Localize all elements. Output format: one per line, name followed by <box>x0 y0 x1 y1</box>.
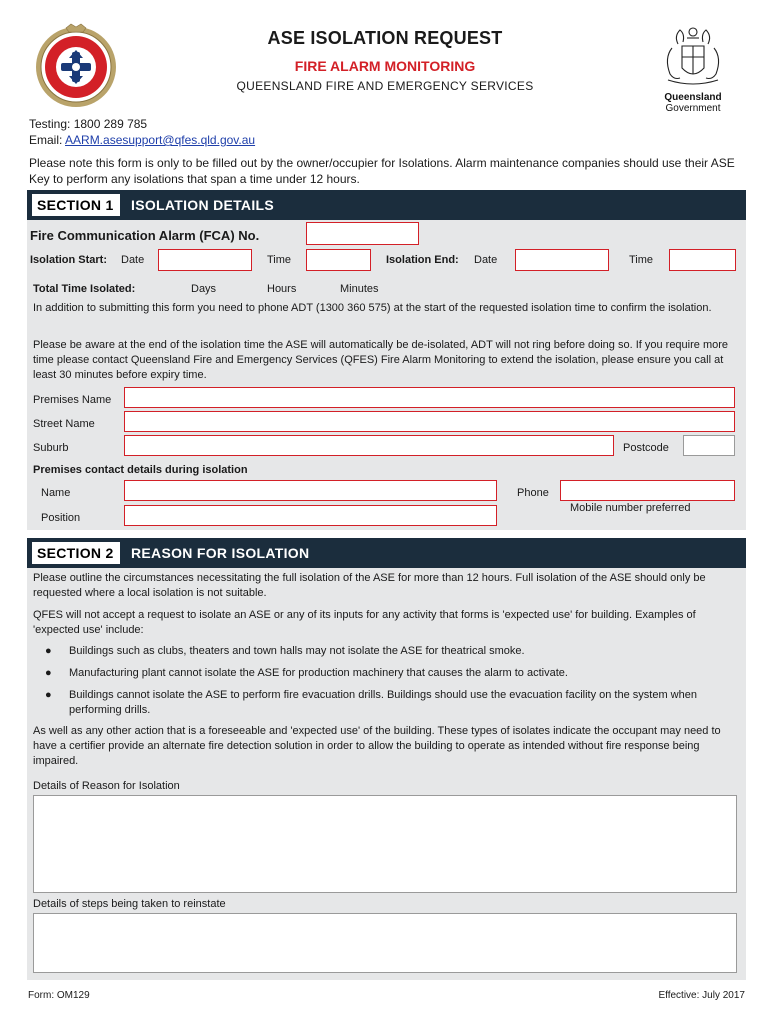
expected-use-bullet-1 <box>45 644 725 659</box>
end-time-label: Time <box>629 254 654 266</box>
testing-phone: 1800 289 785 <box>73 117 148 131</box>
effective-date: Effective: July 2017 <box>658 990 745 1001</box>
start-date-input[interactable] <box>158 249 252 271</box>
bullet-dot: ● <box>45 645 52 657</box>
section-2-panel <box>27 538 746 980</box>
bullet-text: Manufacturing plant cannot isolate the ASE for production machinery that causes the alarm to activate. <box>69 667 568 679</box>
expected-use-bullet-2 <box>45 666 725 681</box>
bullet-dot: ● <box>45 689 52 701</box>
hours-label: Hours <box>267 283 297 295</box>
qfes-emblem-logo <box>33 22 119 108</box>
start-time-label: Time <box>267 254 292 266</box>
start-date-label: Date <box>121 254 145 266</box>
contact-details <box>29 116 255 148</box>
end-time-input[interactable] <box>669 249 736 271</box>
isolation-end-label: Isolation End: <box>386 254 459 266</box>
adt-phone-paragraph: In addition to submitting this form you need to phone ADT (1300 360 575) at the start of the requested isolation time to confirm the isolation. <box>33 302 712 314</box>
form-code: Form: OM129 <box>28 990 90 1001</box>
contact-position-input[interactable] <box>124 505 497 526</box>
foreseeable-use-paragraph: As well as any other action that is a foreseeable and 'expected use' of the building. These types of isolates indicate the occupant may need to have a certifier provide an alternate fire detection solution in order to allow the building to operate as intended without fire response being impaired. <box>33 725 721 767</box>
street-name-input[interactable] <box>124 411 735 432</box>
details-steps-label: Details of steps being taken to reinstate <box>33 898 226 910</box>
document-subtitle: FIRE ALARM MONITORING <box>294 58 476 74</box>
premises-name-label: Premises Name <box>33 394 112 406</box>
details-reason-textarea[interactable] <box>33 795 737 893</box>
suburb-label: Suburb <box>33 442 69 454</box>
premises-name-input[interactable] <box>124 387 735 408</box>
contact-position-label: Position <box>41 512 81 524</box>
section-1-header <box>27 190 746 220</box>
days-label: Days <box>191 283 217 295</box>
testing-label: Testing: <box>29 117 71 131</box>
queensland-government-crest-logo <box>654 22 732 114</box>
contact-details-heading: Premises contact details during isolation <box>33 464 248 476</box>
expected-use-bullet-3 <box>45 688 725 718</box>
owner-note: Please note this form is only to be filled out by the owner/occupier for Isolations. Alarm maintenance companies should use their ASE Key to perform any isolations that span a time under 12 hours. <box>29 156 735 186</box>
organisation-name: QUEENSLAND FIRE AND EMERGENCY SERVICES <box>236 79 534 93</box>
contact-name-label: Name <box>41 487 71 499</box>
email-link[interactable]: AARM.asesupport@qfes.qld.gov.au <box>65 133 256 147</box>
total-time-label: Total Time Isolated: <box>33 283 136 295</box>
title-block <box>180 28 590 93</box>
isolation-start-label: Isolation Start: <box>30 254 108 266</box>
qg-logo-line2: Government <box>665 103 721 114</box>
section-2-title: REASON FOR ISOLATION <box>131 545 310 561</box>
fca-number-input[interactable] <box>306 222 419 245</box>
postcode-label: Postcode <box>623 442 669 454</box>
email-label: Email: <box>29 133 63 147</box>
mobile-preferred-note: Mobile number preferred <box>570 502 691 514</box>
de-isolation-paragraph: Please be aware at the end of the isolation time the ASE will automatically be de-isolated, ADT will not ring before doing so. If you require more time please contact Queensland Fire and Emergency Services (QFES) Fire Alarm Monitoring to extend the isolation, please ensure you call at least 30 minutes before expiry time. <box>33 339 729 381</box>
details-steps-textarea[interactable] <box>33 913 737 973</box>
bullet-text: Buildings cannot isolate the ASE to perform fire evacuation drills. Buildings should use the evacuation facility on the system when performing drills. <box>69 689 697 716</box>
section-2-number: SECTION 2 <box>32 542 120 564</box>
details-reason-label: Details of Reason for Isolation <box>33 780 180 792</box>
contact-name-input[interactable] <box>124 480 497 501</box>
qg-logo-line1: Queensland <box>664 92 722 103</box>
end-date-input[interactable] <box>515 249 609 271</box>
section-1-title: ISOLATION DETAILS <box>131 197 275 213</box>
section-2-header <box>27 538 746 568</box>
expected-use-paragraph: QFES will not accept a request to isolate an ASE or any of its inputs for any activity that forms is 'expected use' for building. Examples of 'expected use' include: <box>33 609 696 636</box>
fca-label: Fire Communication Alarm (FCA) No. <box>30 228 260 243</box>
contact-phone-input[interactable] <box>560 480 735 501</box>
end-date-label: Date <box>474 254 498 266</box>
suburb-input[interactable] <box>124 435 614 456</box>
document-title: ASE ISOLATION REQUEST <box>267 28 503 48</box>
contact-phone-label: Phone <box>517 487 549 499</box>
bullet-dot: ● <box>45 667 52 679</box>
start-time-input[interactable] <box>306 249 371 271</box>
street-name-label: Street Name <box>33 418 95 430</box>
postcode-input[interactable] <box>683 435 735 456</box>
minutes-label: Minutes <box>340 283 379 295</box>
circumstances-paragraph: Please outline the circumstances necessitating the full isolation of the ASE for more than 12 hours. Full isolation of the ASE should only be requested where a local isolation is not suitable. <box>33 572 706 599</box>
section-1-panel <box>27 190 746 530</box>
section-1-number: SECTION 1 <box>32 194 120 216</box>
bullet-text: Buildings such as clubs, theaters and town halls may not isolate the ASE for theatrical smoke. <box>69 645 525 657</box>
